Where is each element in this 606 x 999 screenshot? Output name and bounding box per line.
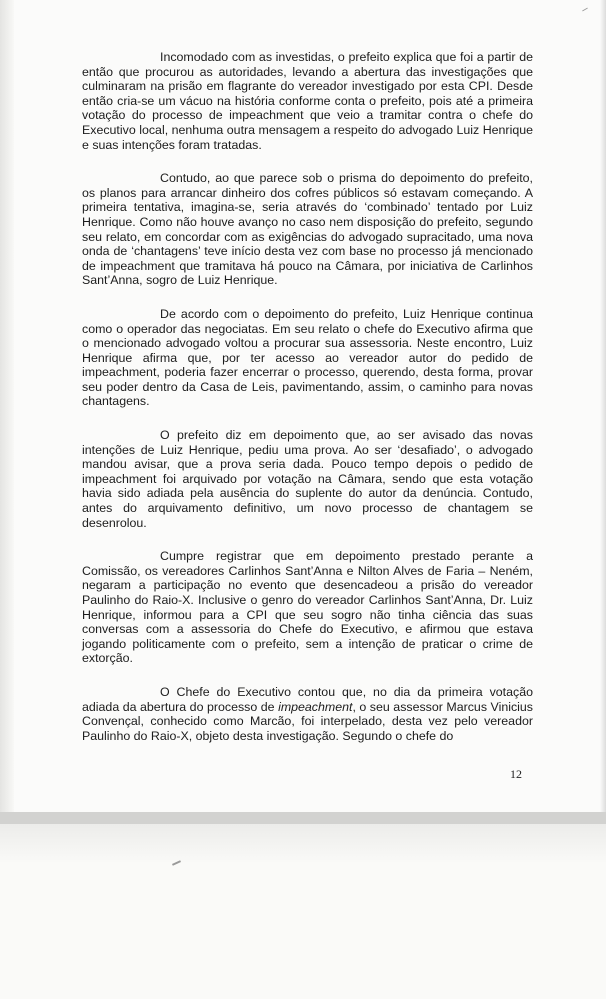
paragraph-6-italic: impeachment — [278, 699, 353, 714]
scan-gray-band — [0, 812, 606, 824]
paragraph-2: Contudo, ao que parece sob o prisma do depoimento do prefeito, os planos para arrancar dinheiro dos cofres públicos só estavam começando. A primeira tentativa, imagina-se, seria através do ‘combinado’ tentado por Luiz Henrique. Como não houve avanço no caso nem disposição do prefeito, segundo seu relato, em concordar com as exigências do advogado supracitado, uma nova onda de ‘chantagens’ teve início desta vez com base no processo já mencionado de impeachment que tramitava há pouco na Câmara, por iniciativa de Carlinhos Sant’Anna, sogro de Luiz Henrique. — [82, 171, 533, 288]
scan-speck — [582, 8, 588, 12]
paragraph-5: Cumpre registrar que em depoimento prestado perante a Comissão, os vereadores Carlinhos Sant’Anna e Nilton Alves de Faria – Neném, negaram a participação no evento que desencadeou a prisão do vereador Paulinho do Raio-X. Inclusive o genro do vereador Carlinhos Sant’Anna, Dr. Luiz Henrique, informou para a CPI que seu sogro não tinha ciência das suas conversas com a assessoria do Chefe do Executivo, e afirmou que estava jogando politicamente com o prefeito, sem a intenção de praticar o crime de extorção. — [82, 549, 533, 666]
page-number: 12 — [510, 767, 522, 781]
scan-lower-shade — [0, 824, 606, 864]
document-body — [82, 50, 533, 762]
scan-lower-area — [0, 824, 606, 999]
paragraph-3: De acordo com o depoimento do prefeito, Luiz Henrique continua como o operador das negociatas. Em seu relato o chefe do Executivo afirma que o mencionado advogado voltou a procurar sua assessoria. Neste encontro, Luiz Henrique afirma que, por ter acesso ao vereador autor do pedido de impeachment, poderia fazer encerrar o processo, querendo, desta forma, provar seu poder dentro da Casa de Leis, pavimentando, assim, o caminho para novas chantagens. — [82, 306, 533, 409]
paragraph-6-start: O Chefe do Executivo contou que, no dia da primeira votação adiada da abertura do processo de — [82, 684, 533, 714]
paragraph-6-end: , o seu assessor Marcus Vinicius Convençal, conhecido como Marcão, foi interpelado, desta vez pelo vereador Paulinho do Raio-X, objeto desta investigação. Segundo o chefe do — [82, 699, 533, 743]
paragraph-6 — [82, 685, 533, 743]
paragraph-1: Incomodado com as investidas, o prefeito explica que foi a partir de então que procurou as autoridades, levando a abertura das investigações que culminaram na prisão em flagrante do vereador investigado por esta CPI. Desde então cria-se um vácuo na história conforme conta o prefeito, pois até a primeira votação do processo de impeachment que veio a tramitar contra o chefe do Executivo local, nenhuma outra mensagem a respeito do advogado Luiz Henrique e suas intenções foram tratadas. — [82, 50, 533, 152]
paragraph-4: O prefeito diz em depoimento que, ao ser avisado das novas intenções de Luiz Henrique, pediu uma prova. Ao ser ‘desafiado’, o advogado mandou avisar, que a prova seria dada. Pouco tempo depois o pedido de impeachment foi arquivado por votação na Câmara, sendo que esta votação havia sido adiada pela ausência do suplente do autor da denúncia. Contudo, antes do arquivamento definitivo, um novo processo de chantagem se desenrolou. — [82, 428, 533, 530]
